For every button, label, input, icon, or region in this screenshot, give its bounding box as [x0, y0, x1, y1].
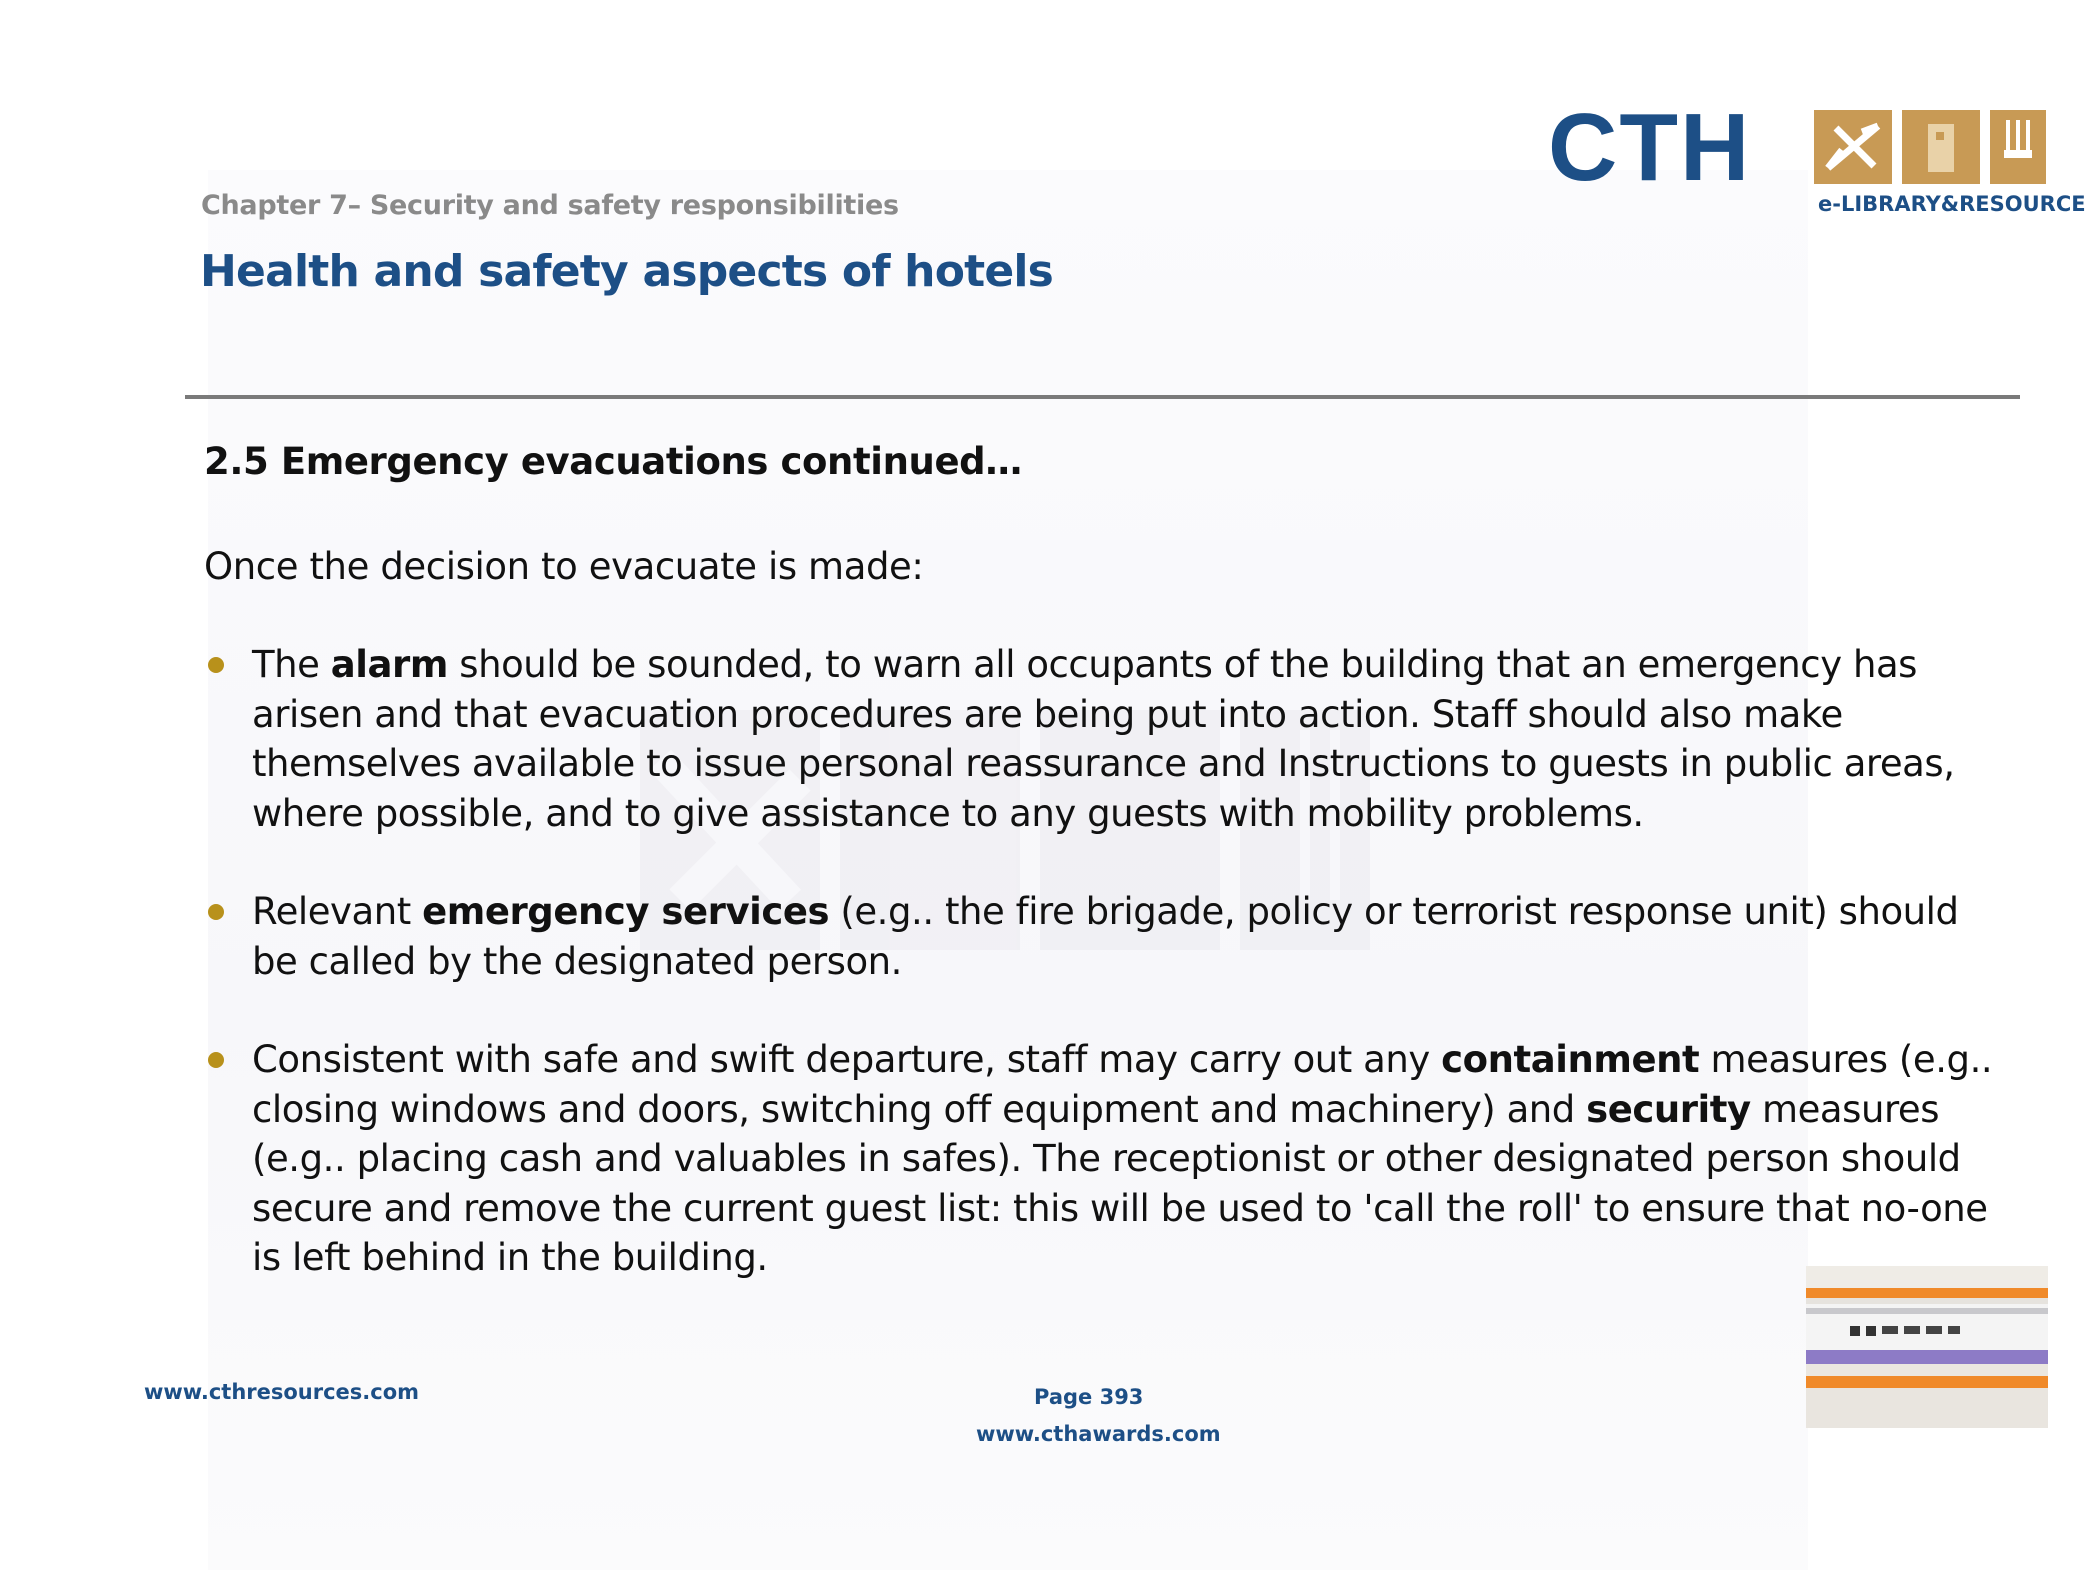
logo-text: CTH — [1548, 94, 1752, 201]
list-item — [204, 640, 2004, 838]
list-item — [204, 1035, 2004, 1283]
page-number: Page 393 — [1034, 1385, 1144, 1409]
bullet-text: (e.g.. the fire brigade, policy or terrorist response unit) should be called by the designated person. — [252, 890, 1959, 983]
bullet-bold: containment — [1441, 1038, 1700, 1081]
bullet-text: The — [252, 643, 331, 686]
chapter-label: Chapter 7– Security and safety responsibilities — [201, 190, 899, 221]
bullet-icon — [208, 657, 224, 673]
list-item — [204, 887, 2004, 986]
section-heading: 2.5 Emergency evacuations continued… — [204, 440, 1022, 483]
page-title: Health and safety aspects of hotels — [200, 246, 1054, 297]
bullet-icon — [208, 1052, 224, 1068]
bullet-list — [204, 640, 2004, 1332]
bullet-text: Consistent with safe and swift departure, staff may carry out any — [252, 1038, 1442, 1081]
footer-link-awards[interactable]: www.cthawards.com — [976, 1422, 1221, 1446]
intro-text: Once the decision to evacuate is made: — [204, 545, 924, 588]
footer-link-resources[interactable]: www.cthresources.com — [144, 1380, 420, 1404]
bullet-text: measures (e.g.. closing windows and doors, switching off equipment and machinery) and — [252, 1038, 1993, 1131]
bullet-text: should be sounded, to warn all occupants of the building that an emergency has arisen and that evacuation procedures are being put into action. Staff should also make themselves available to issue personal reassurance and Instructions to guests in public areas, where possible, and to give assistance to any guests with mobility problems. — [252, 643, 1955, 835]
bullet-bold: security — [1586, 1087, 1751, 1131]
bullet-text: Relevant — [252, 890, 423, 933]
bullet-bold: alarm — [330, 643, 448, 686]
main-content — [204, 440, 2004, 1279]
plane-icon — [1814, 110, 1892, 184]
building-icon — [1902, 110, 1980, 184]
logo-tiles — [1814, 110, 2046, 184]
fork-icon — [1990, 110, 2046, 184]
logo-subtitle: e-LIBRARY&RESOURCE — [1818, 192, 2086, 216]
header-divider — [185, 395, 2020, 399]
bullet-icon — [208, 904, 224, 920]
bullet-bold: emergency services — [422, 890, 830, 933]
bullet-text: measures (e.g.. placing cash and valuables in safes). The receptionist or other designated person should secure and remove the current guest list: this will be used to 'call the roll' to ensure that no-one is left behind in the building. — [252, 1087, 1988, 1279]
cth-logo — [1548, 94, 2086, 220]
books-laptop-image — [1800, 1262, 2048, 1432]
